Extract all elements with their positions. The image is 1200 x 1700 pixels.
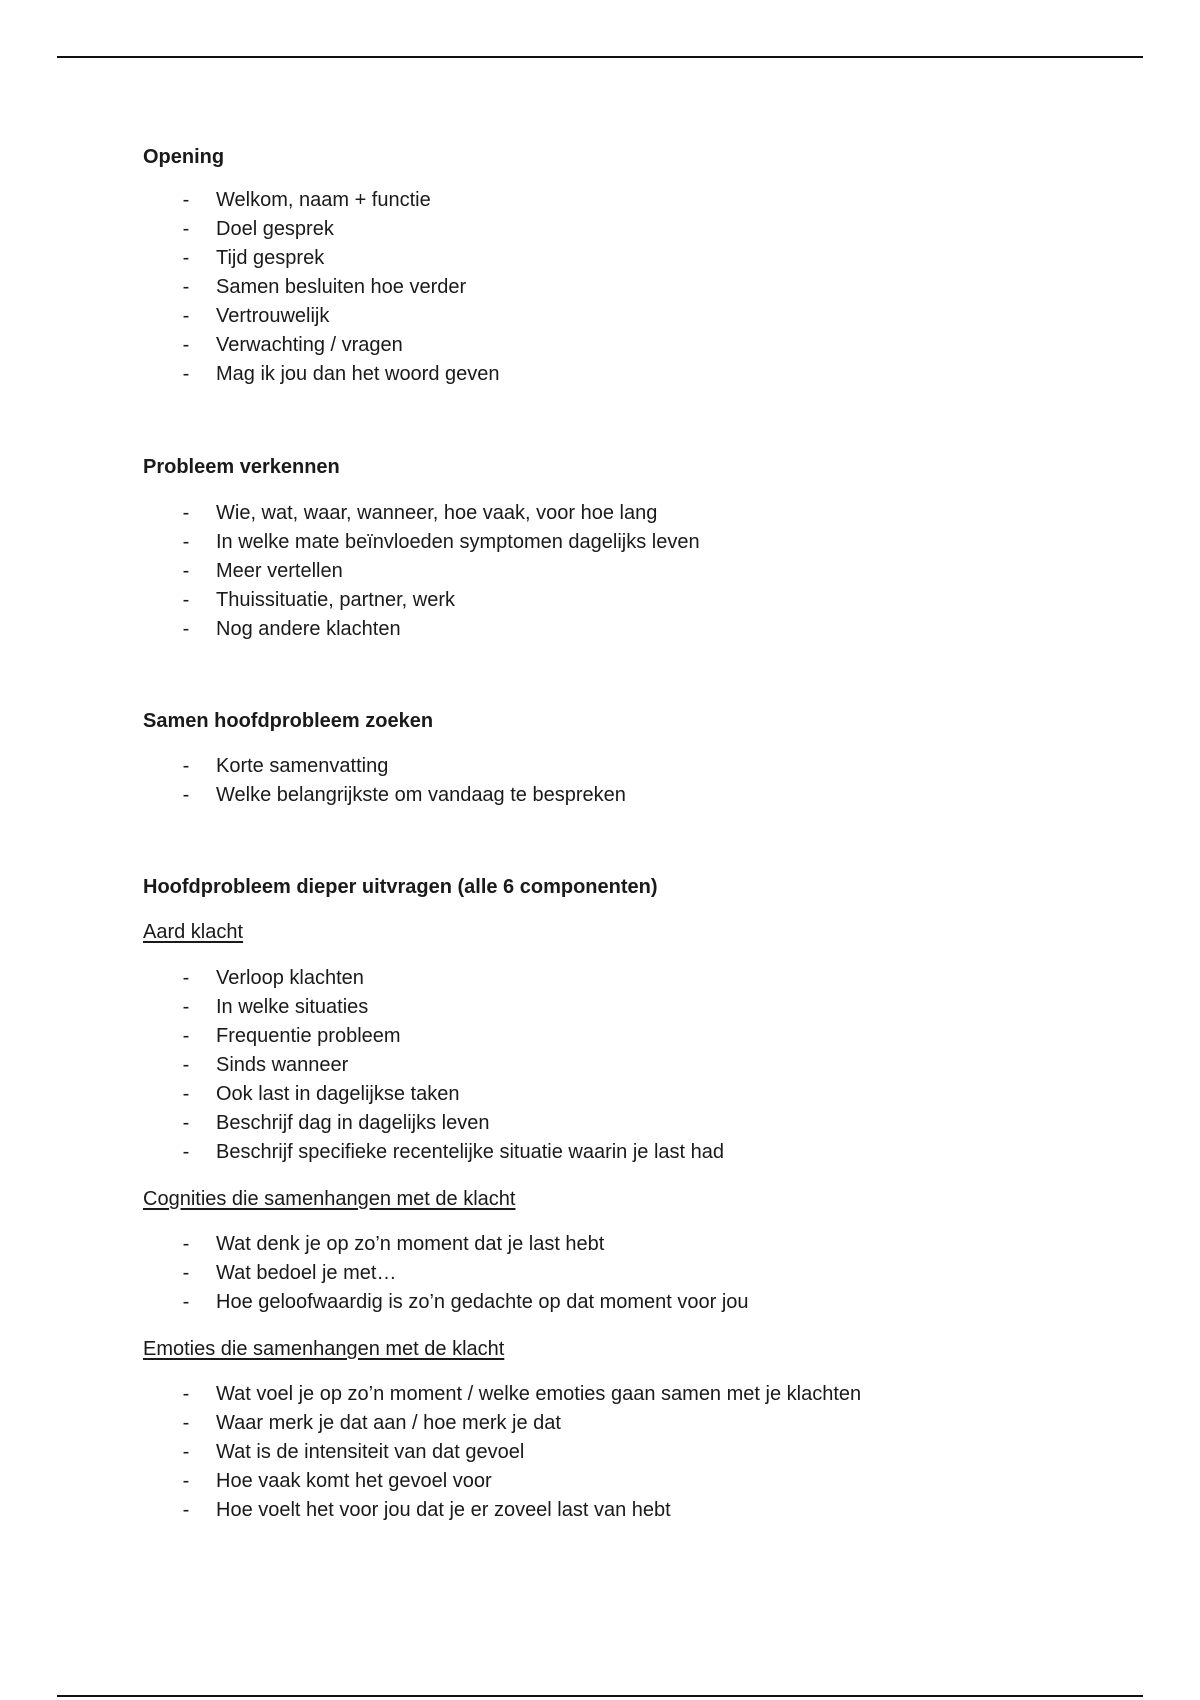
bullet-dash: - <box>182 560 190 582</box>
bullet-dash: - <box>182 1470 190 1492</box>
list-item: - Thuissituatie, partner, werk <box>143 586 700 615</box>
bullet-dash: - <box>182 502 190 524</box>
list-item: - Beschrijf specifieke recentelijke situatie waarin je last had <box>143 1138 724 1167</box>
bullet-dash: - <box>182 531 190 553</box>
list-item: - Vertrouwelijk <box>143 302 500 331</box>
subheading-emoties: Emoties die samenhangen met de klacht <box>143 1338 505 1360</box>
bullet-dash: - <box>182 1141 190 1163</box>
list-item: - Frequentie probleem <box>143 1022 724 1051</box>
section-heading-hoofdprobleem-dieper: Hoofdprobleem dieper uitvragen (alle 6 componenten) <box>143 876 658 898</box>
list-item: - Verloop klachten <box>143 964 724 993</box>
list-item: - Samen besluiten hoe verder <box>143 273 500 302</box>
subheading-cognities: Cognities die samenhangen met de klacht <box>143 1188 516 1210</box>
bottom-rule <box>57 1695 1143 1697</box>
list-item: - Korte samenvatting <box>143 752 626 781</box>
bullet-dash: - <box>182 589 190 611</box>
list-item: - In welke situaties <box>143 993 724 1022</box>
bullet-dash: - <box>182 247 190 269</box>
section-heading-samen-hoofdprobleem: Samen hoofdprobleem zoeken <box>143 710 434 732</box>
list-item: - Hoe geloofwaardig is zo’n gedachte op dat moment voor jou <box>143 1288 749 1317</box>
subheading-aard-klacht: Aard klacht <box>143 921 244 943</box>
bullet-dash: - <box>182 276 190 298</box>
bullet-dash: - <box>182 1291 190 1313</box>
bullet-dash: - <box>182 1383 190 1405</box>
bullet-dash: - <box>182 1441 190 1463</box>
bullet-dash: - <box>182 363 190 385</box>
bullet-dash: - <box>182 755 190 777</box>
bullet-dash: - <box>182 1025 190 1047</box>
aard-klacht-list <box>143 964 724 1167</box>
bullet-dash: - <box>182 189 190 211</box>
bullet-dash: - <box>182 967 190 989</box>
list-item: - Wat denk je op zo’n moment dat je last hebt <box>143 1230 749 1259</box>
section-heading-probleem-verkennen: Probleem verkennen <box>143 456 340 478</box>
list-item: - Sinds wanneer <box>143 1051 724 1080</box>
list-item: - Doel gesprek <box>143 215 500 244</box>
list-item: - Hoe vaak komt het gevoel voor <box>143 1467 861 1496</box>
list-item: - Ook last in dagelijkse taken <box>143 1080 724 1109</box>
samen-hoofdprobleem-list <box>143 752 626 810</box>
bullet-dash: - <box>182 1083 190 1105</box>
bullet-dash: - <box>182 996 190 1018</box>
list-item: - Mag ik jou dan het woord geven <box>143 360 500 389</box>
bullet-dash: - <box>182 784 190 806</box>
top-rule <box>57 56 1143 58</box>
probleem-verkennen-list <box>143 499 700 644</box>
bullet-dash: - <box>182 618 190 640</box>
bullet-dash: - <box>182 1412 190 1434</box>
list-item: - Wat is de intensiteit van dat gevoel <box>143 1438 861 1467</box>
bullet-dash: - <box>182 218 190 240</box>
list-item: - Nog andere klachten <box>143 615 700 644</box>
bullet-dash: - <box>182 1499 190 1521</box>
bullet-dash: - <box>182 305 190 327</box>
bullet-dash: - <box>182 334 190 356</box>
section-heading-opening: Opening <box>143 146 225 168</box>
list-item: - Wat bedoel je met… <box>143 1259 749 1288</box>
list-item: - Hoe voelt het voor jou dat je er zoveel last van hebt <box>143 1496 861 1525</box>
cognities-list <box>143 1230 749 1317</box>
emoties-list <box>143 1380 861 1525</box>
list-item: - Welke belangrijkste om vandaag te bespreken <box>143 781 626 810</box>
list-item: - Tijd gesprek <box>143 244 500 273</box>
list-item: - Waar merk je dat aan / hoe merk je dat <box>143 1409 861 1438</box>
bullet-dash: - <box>182 1112 190 1134</box>
list-item: - Verwachting / vragen <box>143 331 500 360</box>
opening-list <box>143 186 500 389</box>
bullet-dash: - <box>182 1233 190 1255</box>
list-item: - In welke mate beïnvloeden symptomen dagelijks leven <box>143 528 700 557</box>
bullet-dash: - <box>182 1262 190 1284</box>
bullet-dash: - <box>182 1054 190 1076</box>
list-item: - Wat voel je op zo’n moment / welke emoties gaan samen met je klachten <box>143 1380 861 1409</box>
list-item: - Beschrijf dag in dagelijks leven <box>143 1109 724 1138</box>
list-item: - Welkom, naam + functie <box>143 186 500 215</box>
list-item: - Meer vertellen <box>143 557 700 586</box>
list-item: - Wie, wat, waar, wanneer, hoe vaak, voor hoe lang <box>143 499 700 528</box>
